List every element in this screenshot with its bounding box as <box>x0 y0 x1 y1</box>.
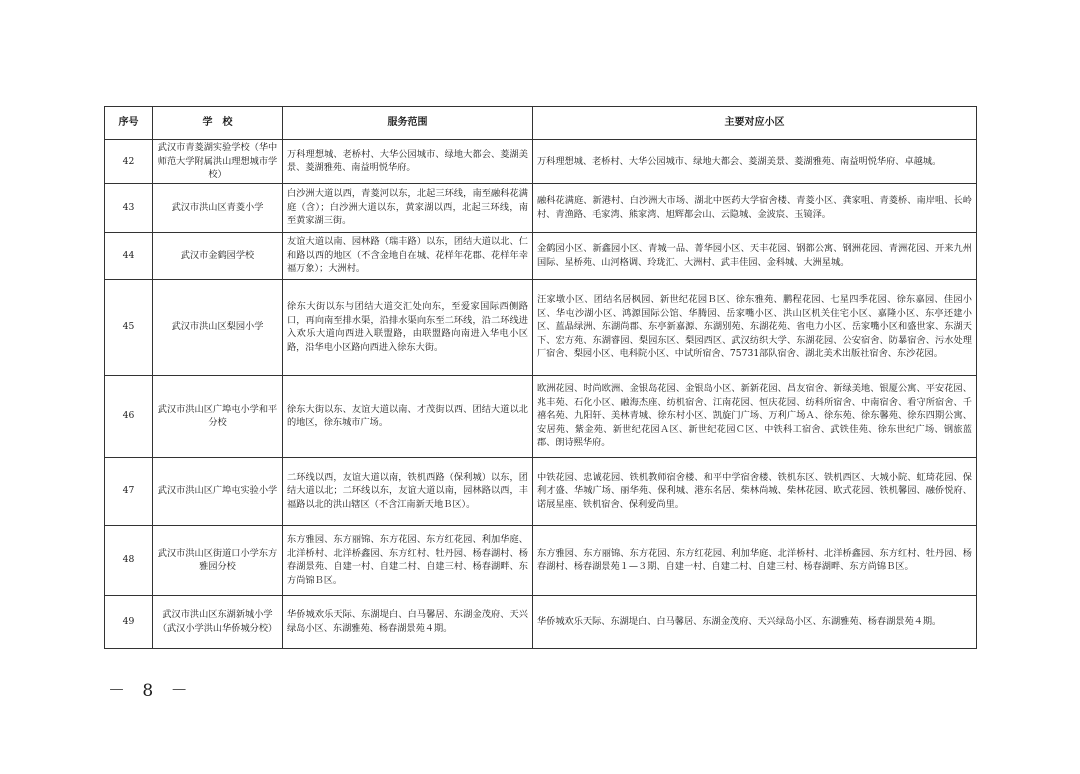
table-header-row <box>105 107 977 140</box>
row-scope: 徐东大街以东、友谊大道以南、才茂街以西、团结大道以北的地区，徐东城市广场。 <box>283 375 533 457</box>
row-communities: 万科理想城、老桥村、大华公园城市、绿地大都会、菱湖美景、菱湖雅苑、南益明悦华府、卓越城。 <box>533 140 977 184</box>
row-communities: 融科花满庭、新港村、白沙洲大市场、湖北中医药大学宿舍楼、青菱小区、龚家咀、青菱桥、南岸咀、长岭村、青渔路、毛家湾、熊家湾、旭辉都会山、云隐城、金波宸、玉镜泽。 <box>533 183 977 232</box>
row-no: 42 <box>105 140 153 184</box>
row-no: 48 <box>105 525 153 595</box>
table-row <box>105 279 977 375</box>
table-row <box>105 183 977 232</box>
row-communities: 金鹤园小区、新鑫园小区、青城一品、菁华园小区、天丰花园、钢都公寓、钢洲花园、青洲花园、开来九州国际、星桥苑、山河格调、玲珑汇、大洲村、武丰佳园、金科城、大洲星城。 <box>533 232 977 279</box>
table-row <box>105 457 977 525</box>
row-school: 武汉市金鹤园学校 <box>153 232 283 279</box>
table-row <box>105 595 977 648</box>
row-scope: 友谊大道以南、园林路（瑞丰路）以东，团结大道以北、仁和路以西的地区（不含金地自在城、花样年花郡、花样年幸福万象）；大洲村。 <box>283 232 533 279</box>
row-scope: 万科理想城、老桥村、大华公园城市、绿地大都会、菱湖美景、菱湖雅苑、南益明悦华府。 <box>283 140 533 184</box>
row-scope: 二环线以西，友谊大道以南，铁机西路（保利城）以东，团结大道以北；二环线以东，友谊大道以南，园林路以西，丰福路以北的洪山辖区（不含江南新天地Ｂ区）。 <box>283 457 533 525</box>
row-scope: 徐东大街以东与团结大道交汇处向东，至爱家国际西侧路口，再向南至排水渠，沿排水渠向东至二环线，沿二环线进入欢乐大道向西进入联盟路，由联盟路向南进入华电小区路，沿华电小区路向西进入徐东大街。 <box>283 279 533 375</box>
row-scope: 东方雅园、东方丽锦、东方花园、东方红花园、利加华庭、北洋桥村、北洋桥鑫园、东方红村、牡丹园、杨春湖村、杨春湖景苑、自建一村、自建二村、自建三村、杨春湖畔、东方尚锦Ｂ区。 <box>283 525 533 595</box>
row-school: 武汉市洪山区青菱小学 <box>153 183 283 232</box>
row-school: 武汉市洪山区梨园小学 <box>153 279 283 375</box>
header-communities: 主要对应小区 <box>533 107 977 140</box>
row-school: 武汉市洪山区广埠屯小学和平分校 <box>153 375 283 457</box>
row-communities: 华侨城欢乐天际、东湖堤白、白马馨居、东湖金茂府、天兴绿岛小区、东湖雅苑、杨春湖景苑４期。 <box>533 595 977 648</box>
header-scope: 服务范围 <box>283 107 533 140</box>
row-communities: 欧洲花园、时尚欧洲、金银岛花园、金银岛小区、新新花园、昌友宿舍、新绿美地、银厦公寓、平安花园、兆丰苑、石化小区、融海杰座、纺机宿舍、江南花园、恒庆花园、纺科所宿舍、中南宿舍、看守所宿舍、千禧名苑、九阳轩、美林青城、徐东村小区、凯旋门广场、万利广场Ａ、徐东苑、徐东馨苑、徐东四期公寓、安居苑、紫金苑、新世纪花园Ａ区、新世纪花园Ｃ区、中铁科工宿舍、武铁佳苑、徐东世纪广场、钢旅蓝郡、朗诗熙华府。 <box>533 375 977 457</box>
row-school: 武汉市洪山区广埠屯实验小学 <box>153 457 283 525</box>
row-no: 49 <box>105 595 153 648</box>
table-row <box>105 375 977 457</box>
page-number: － 8 － <box>108 681 194 701</box>
table-row <box>105 140 977 184</box>
row-no: 45 <box>105 279 153 375</box>
school-district-table <box>104 106 977 649</box>
row-school: 武汉市洪山区东湖新城小学（武汉小学洪山华侨城分校） <box>153 595 283 648</box>
table-row <box>105 525 977 595</box>
header-school: 学 校 <box>153 107 283 140</box>
row-no: 47 <box>105 457 153 525</box>
row-communities: 汪家墩小区、团结名居枫园、新世纪花园Ｂ区、徐东雅苑、鹏程花园、七星四季花园、徐东嘉园、佳园小区、华屯沙湖小区、鸿源国际公馆、华腾园、岳家嘴小区、洪山区机关住宅小区、嘉隆小区、东亭还建小区、蓝晶绿洲、东湖尚郡、东亭新嘉源、东湖别苑、东湖花苑、省电力小区、岳家嘴小区和盛世家、东湖天下、宏方苑、东湖睿园、梨园东区、梨园西区、武汉纺织大学、东湖花园、公安宿舍、防暴宿舍、污水处理厂宿舍、梨园小区、电科院小区、中试所宿舍、75731部队宿舍、湖北美术出版社宿舍、东沙花园。 <box>533 279 977 375</box>
row-no: 44 <box>105 232 153 279</box>
row-no: 43 <box>105 183 153 232</box>
header-no: 序号 <box>105 107 153 140</box>
row-communities: 东方雅园、东方丽锦、东方花园、东方红花园、利加华庭、北洋桥村、北洋桥鑫园、东方红村、牡丹园、杨春湖村、杨春湖景苑１—３期、自建一村、自建二村、自建三村、杨春湖畔、东方尚锦Ｂ区。 <box>533 525 977 595</box>
row-scope: 华侨城欢乐天际、东湖堤白、白马馨居、东湖金茂府、天兴绿岛小区、东湖雅苑、杨春湖景苑４期。 <box>283 595 533 648</box>
row-school: 武汉市洪山区街道口小学东方雅园分校 <box>153 525 283 595</box>
table-row <box>105 232 977 279</box>
row-no: 46 <box>105 375 153 457</box>
row-scope: 白沙洲大道以西，青菱河以东，北起三环线，南至融科花满庭（含）；白沙洲大道以东，黄家湖以西，北起三环线，南至黄家湖三街。 <box>283 183 533 232</box>
row-school: 武汉市青菱湖实验学校（华中师范大学附属洪山理想城市学校） <box>153 140 283 184</box>
row-communities: 中铁花园、忠诚花园、铁机教师宿舍楼、和平中学宿舍楼、铁机东区、铁机西区、大城小院、虹琦花园、保利才盛、华城广场、丽华苑、保利城、港东名居、柴林尚城、柴林花园、欧式花园、铁机馨园、融侨悦府、诺展星座、铁机宿舍、保利爱尚里。 <box>533 457 977 525</box>
